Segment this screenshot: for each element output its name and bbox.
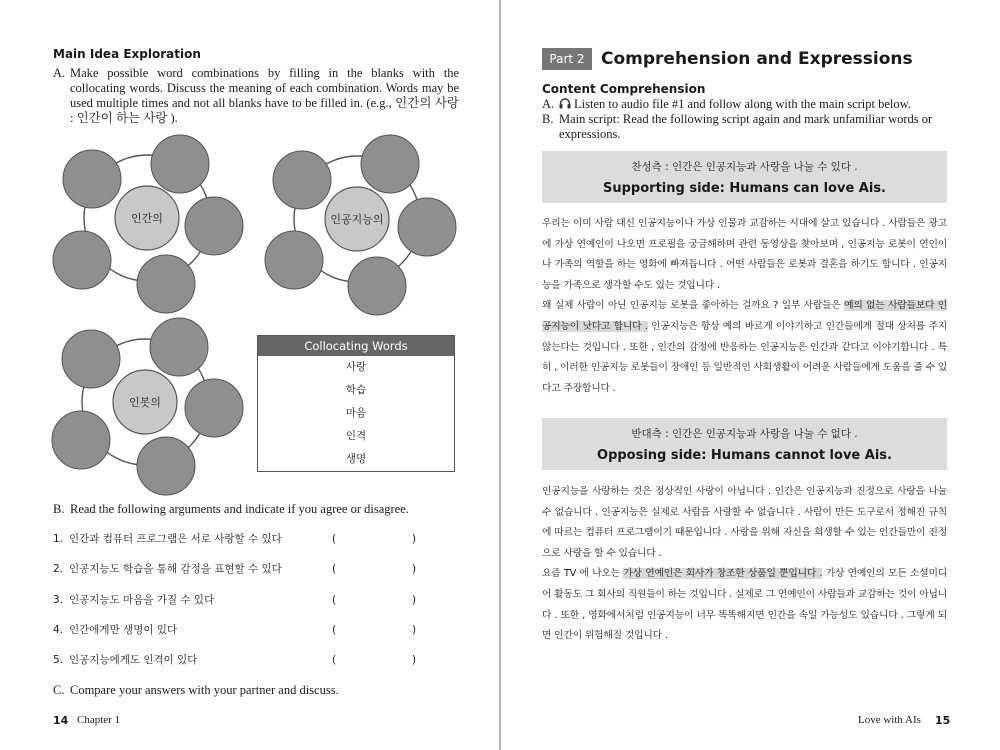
answer-paren-open[interactable]: ( xyxy=(332,624,337,636)
supporting-paragraph-2 xyxy=(542,296,947,399)
supporting-side-box xyxy=(542,151,947,203)
supporting-p2-after: 인공지능은 항상 예의 바르게 이야기하고 인간들에게 절대 상처를 주지 않는다는 것입니다 . 또한 , 인간의 감정에 반응하는 인공지능은 인간과 같다고 이야기합니다 . 특히 , 이러한 인공지능 로봇들이 장애인 등 일반적인 사회생활이 어려운 사람들에게 도움을 줄 수 있다고 주장합니다 . xyxy=(542,320,947,394)
item-a xyxy=(542,97,952,112)
diagram-3-blank-3[interactable] xyxy=(185,379,243,437)
collocating-word: 학습 xyxy=(345,384,367,396)
statement-number: 2. xyxy=(53,563,64,575)
task-b-label: B. xyxy=(53,502,65,516)
diagram-2-blank-3[interactable] xyxy=(398,198,456,256)
statement-number: 4. xyxy=(53,624,64,636)
diagram-2-blank-4[interactable] xyxy=(348,257,406,315)
task-b xyxy=(53,502,459,517)
item-b-label: B. xyxy=(542,112,554,126)
opposing-p2-before: 요즘 TV 에 나오는 xyxy=(542,568,624,580)
diagram-2-blank-1[interactable] xyxy=(273,151,331,209)
item-a-text: Listen to audio file #1 and follow along with the main script below. xyxy=(574,97,911,111)
supporting-paragraph-1: 우리는 이미 사람 대신 인공지능이나 가상 인물과 교감하는 시대에 살고 있습니다 . 사람들은 광고에 가상 연예인이 나오면 프로필을 궁금해하며 관련 동영상을 찾아보며 , 인공지능 로봇이 연인이나 가족의 역할을 하는 영화에 빠져듭니다 . 어떤 사람들은 로봇과 결혼을 하기도 합니다 . 인공지능을 가족으로 생각할 수도 있는 것입니다 . xyxy=(542,218,947,291)
statement-text: 인간과 컴퓨터 프로그램은 서로 사랑할 수 있다 xyxy=(69,533,282,545)
statement-row xyxy=(53,652,433,668)
supporting-script xyxy=(542,214,947,399)
diagram-3-blank-1[interactable] xyxy=(62,330,120,388)
collocating-words-box xyxy=(257,335,455,472)
opposing-english: Opposing side: Humans cannot love Ais. xyxy=(597,448,892,463)
task-a-label: A. xyxy=(53,66,66,80)
statement-text: 인간에게만 생명이 있다 xyxy=(69,624,178,636)
answer-paren-close: ) xyxy=(412,563,417,575)
statement-text: 인공지능도 마음을 가질 수 있다 xyxy=(69,594,215,606)
supporting-english: Supporting side: Humans can love Ais. xyxy=(603,181,886,196)
answer-paren-open[interactable]: ( xyxy=(332,563,337,575)
statement-row xyxy=(53,561,433,577)
diagram-1 xyxy=(53,135,243,313)
diagram-3-blank-4[interactable] xyxy=(137,437,195,495)
item-b xyxy=(542,112,952,142)
diagram-3-center-label: 인봇의 xyxy=(129,396,161,409)
opposing-p2-highlight: 가상 연예인은 회사가 창조한 상품일 뿐입니다 . xyxy=(623,568,823,580)
task-c xyxy=(53,683,459,698)
answer-paren-close: ) xyxy=(412,533,417,545)
answer-paren-open[interactable]: ( xyxy=(332,654,337,666)
diagram-2-blank-5[interactable] xyxy=(265,231,323,289)
statement-row xyxy=(53,622,433,638)
answer-paren-open[interactable]: ( xyxy=(332,533,337,545)
supporting-korean: 찬성측 : 인간은 인공지능과 사랑을 나눌 수 있다 . xyxy=(631,161,858,173)
statement-number: 1. xyxy=(53,533,64,545)
diagram-1-blank-2[interactable] xyxy=(151,135,209,193)
diagram-3-blank-2[interactable] xyxy=(150,318,208,376)
statement-row xyxy=(53,592,433,608)
collocating-word: 생명 xyxy=(345,453,367,465)
section-title-content-comprehension: Content Comprehension xyxy=(542,82,706,96)
statement-text: 인공지능에게도 인격이 있다 xyxy=(69,654,198,666)
opposing-korean: 반대측 : 인간은 인공지능과 사랑을 나눌 수 없다 . xyxy=(631,428,858,440)
answer-paren-open[interactable]: ( xyxy=(332,594,337,606)
opposing-script xyxy=(542,482,947,647)
diagram-2-blank-2[interactable] xyxy=(361,135,419,193)
statement-number: 3. xyxy=(53,594,64,606)
statement-number: 5. xyxy=(53,654,64,666)
opposing-paragraph-1: 인공지능을 사랑하는 것은 정상적인 사랑이 아닙니다 . 인간은 인공지능과 진정으로 사랑을 나눌 수 없습니다 . 인공지능은 실제로 사람을 사랑할 수 없습니다 . 사람이 만든 도구로서 정해진 규칙에 따르는 컴퓨터 프로그램이기 때문입니다 . 사랑을 위해 자신을 희생할 수 있는 인간들만이 진정으로 사랑을 할 수 있습니다 . xyxy=(542,486,947,559)
task-c-label: C. xyxy=(53,683,65,697)
book-title: Love with AIs xyxy=(858,714,921,726)
item-a-label: A. xyxy=(542,97,555,111)
opposing-paragraph-2 xyxy=(542,564,947,646)
headphones-icon[interactable] xyxy=(559,98,571,109)
left-page-number: 14 xyxy=(53,714,69,727)
task-c-text: Compare your answers with your partner and discuss. xyxy=(70,683,339,697)
diagram-1-blank-3[interactable] xyxy=(185,197,243,255)
diagram-2-center-label: 인공지능의 xyxy=(330,213,384,226)
supporting-p2-before: 왜 실제 사람이 아닌 인공지능 로봇을 좋아하는 걸까요 ? 일부 사람들은 xyxy=(542,300,845,312)
collocating-word: 인격 xyxy=(345,430,367,442)
statement-text: 인공지능도 학습을 통해 감정을 표현할 수 있다 xyxy=(69,563,282,575)
opposing-side-box xyxy=(542,418,947,470)
right-page-number: 15 xyxy=(935,714,951,727)
chapter-label: Chapter 1 xyxy=(77,714,121,726)
diagram-1-blank-1[interactable] xyxy=(63,150,121,208)
item-b-text: Main script: Read the following script again and mark unfamiliar words or expressions. xyxy=(559,112,933,141)
answer-paren-close: ) xyxy=(412,624,417,636)
diagram-3 xyxy=(52,318,243,495)
diagram-2 xyxy=(265,135,456,315)
answer-paren-close: ) xyxy=(412,654,417,666)
part-title: Comprehension and Expressions xyxy=(601,49,913,69)
opposing-p2-after: 가상 연예인의 모든 소셜미디어 활동도 그 회사의 직원들이 하는 것입니다 . 실제로 그 연예인이 사람들과 교감하는 것이 아닙니다 . 또한 , 영화에서처럼 인공지능이 너무 똑똑해지면 인간을 속일 가능성도 있습니다 . 그렇게 되면 인간이 위험해질 것입니다 . xyxy=(542,568,947,642)
diagram-3-blank-5[interactable] xyxy=(52,411,110,469)
diagram-1-blank-5[interactable] xyxy=(53,231,111,289)
diagram-1-center-label: 인간의 xyxy=(131,212,163,225)
collocating-words-title: Collocating Words xyxy=(258,336,454,356)
task-b-text: Read the following arguments and indicate if you agree or disagree. xyxy=(70,502,409,516)
supporting-p2-highlight: 예의 없는 사람들보다 인공지능이 낫다고 합니다 . xyxy=(542,300,947,332)
diagram-1-blank-4[interactable] xyxy=(137,255,195,313)
statement-row xyxy=(53,531,433,547)
task-a-text: Make possible word combinations by filling in the blanks with the collocating words. Discuss the meaning of each combination. Words may be used multiple times and not all blanks have to be filled in. (e.g., 인간의 사랑 : 인간이 하는 사랑 ). xyxy=(70,66,459,125)
page-gutter xyxy=(499,0,501,750)
collocating-word: 마음 xyxy=(345,407,367,419)
answer-paren-close: ) xyxy=(412,594,417,606)
section-title-main-idea: Main Idea Exploration xyxy=(53,47,201,61)
collocating-word: 사랑 xyxy=(345,361,367,373)
part-badge: Part 2 xyxy=(542,48,592,70)
